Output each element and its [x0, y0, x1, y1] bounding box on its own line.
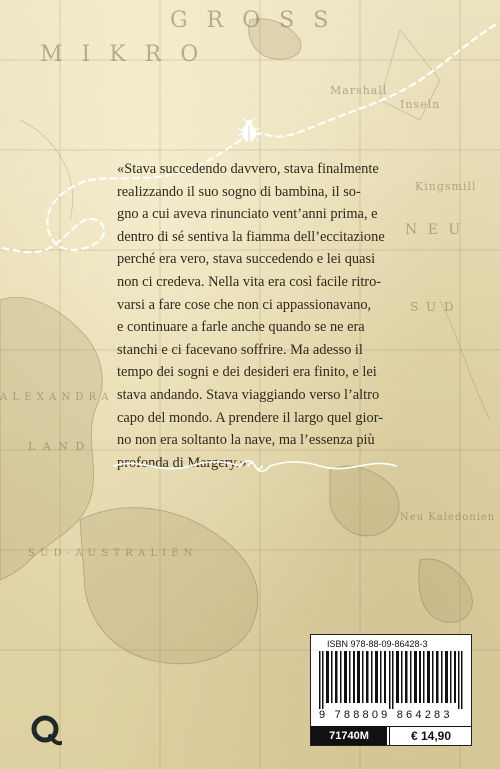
publisher-logo-icon	[30, 714, 62, 746]
flourish-divider	[110, 455, 400, 477]
map-label: L A N D	[28, 440, 87, 453]
blurb-text	[117, 158, 395, 474]
blurb-line: perché era vero, stava succedendo e lei quasi	[117, 251, 376, 268]
price-label: € 14,90	[389, 727, 472, 745]
barcode-bars	[317, 651, 465, 709]
map-label: Kingsmill	[415, 180, 477, 193]
map-label: Inseln	[400, 98, 441, 111]
blurb-line: capo del mondo. A prendere il largo quel gior-	[117, 409, 384, 426]
map-label: M I K R O	[40, 42, 205, 67]
blurb-line: varsi a fare cose che non ci appassionavano,	[117, 296, 372, 313]
isbn-label: ISBN 978-88-09-86428-3	[327, 639, 428, 649]
map-label: G R O S S	[170, 8, 335, 33]
blurb-line: non ci credeva. Nella vita era così facile ritro-	[117, 273, 382, 290]
blurb-line: dentro di sé sentiva la fiamma dell’eccitazione	[117, 228, 385, 245]
blurb-line: no non era soltanto la nave, ma l’essenza più	[117, 432, 375, 449]
map-label: A L E X A N D R A	[0, 392, 110, 403]
map-label: S U D	[410, 300, 456, 314]
blurb-line: realizzando il suo sogno di bambina, il so-	[117, 183, 361, 200]
blurb-line: gno a cui aveva rinunciato vent’anni prima, e	[117, 206, 378, 223]
blurb-line: stanchi e ci facevano soffrire. Ma adesso il	[117, 341, 363, 358]
isbn-barcode	[310, 634, 472, 746]
blurb-line: e continuare a farle anche quando se ne era	[117, 319, 365, 336]
product-code: 71740M	[311, 727, 387, 745]
map-label: S U D - A U S T R A L I E N	[28, 548, 194, 559]
beetle-icon	[238, 118, 260, 144]
map-label: N E U	[405, 222, 464, 238]
barcode-digits: 9 788809 864283	[319, 709, 453, 721]
blurb-line: «Stava succedendo davvero, stava finalmente	[117, 161, 379, 177]
blurb-line: profonda di Margery.»	[117, 454, 247, 471]
map-label: Marshall	[330, 84, 388, 97]
blurb-line: stava andando. Stava viaggiando verso l’altro	[117, 386, 380, 403]
blurb-line: tempo dei sogni e dei desideri era finito, e lei	[117, 364, 377, 381]
map-label: Neu Kaledonien	[400, 512, 496, 523]
